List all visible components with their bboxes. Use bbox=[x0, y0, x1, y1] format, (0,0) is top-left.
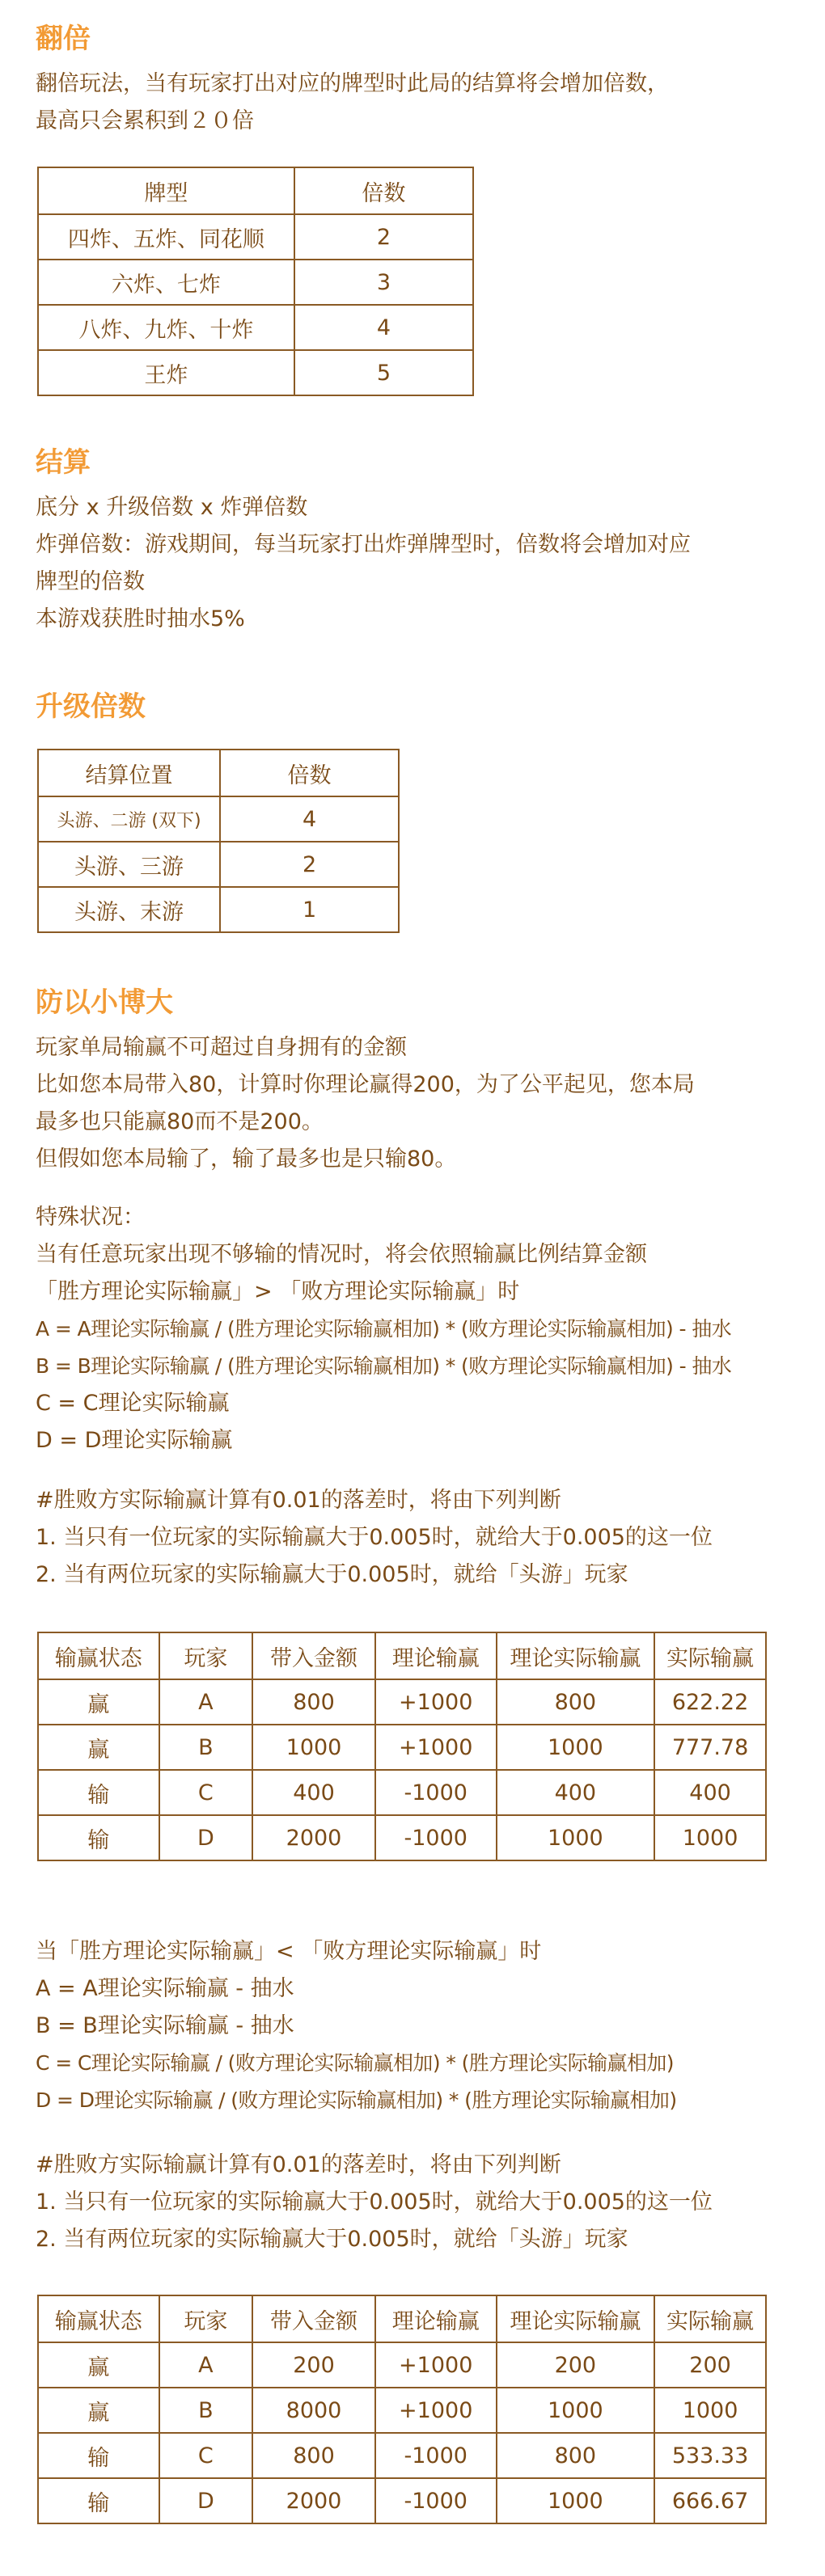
table-row bbox=[38, 214, 473, 260]
table-row bbox=[38, 2342, 766, 2388]
anti-line-1: 玩家单局输赢不可超过自身拥有的金额 bbox=[36, 1035, 407, 1060]
table-cell: 1000 bbox=[654, 2388, 766, 2433]
table-row bbox=[38, 305, 473, 350]
table-cell: 5 bbox=[294, 350, 473, 395]
table-row bbox=[38, 887, 399, 932]
table-cell: 赢 bbox=[38, 2388, 159, 2433]
table-row bbox=[38, 1679, 766, 1725]
table-header-cell: 带入金额 bbox=[252, 2295, 375, 2342]
special-line-2: 当有任意玩家出现不够输的情况时，将会依照输赢比例结算金额 bbox=[36, 1242, 647, 1267]
table-cell: B bbox=[159, 1725, 253, 1770]
table-cell: 4 bbox=[220, 796, 399, 842]
upgrade-table bbox=[37, 749, 400, 933]
table-cell: 800 bbox=[497, 1679, 655, 1725]
table-cell: 800 bbox=[497, 2433, 655, 2478]
table-cell: 头游、三游 bbox=[38, 842, 220, 887]
table-header-cell: 倍数 bbox=[220, 750, 399, 796]
table-cell: 输 bbox=[38, 1770, 159, 1815]
table-header-cell: 玩家 bbox=[159, 2295, 253, 2342]
table-cell: D bbox=[159, 2478, 253, 2523]
special-line-6: C = C理论实际输赢 bbox=[36, 1391, 230, 1416]
rules2-line-1: #胜败方实际输赢计算有0.01的落差时，将由下列判断 bbox=[36, 2152, 561, 2177]
table-cell: 1000 bbox=[497, 1725, 655, 1770]
anti-line-3: 最多也只能赢80而不是200。 bbox=[36, 1109, 324, 1134]
section-title-upgrade: 升级倍数 bbox=[36, 690, 146, 723]
table-cell: -1000 bbox=[375, 2478, 497, 2523]
rules1-line-2: 1. 当只有一位玩家的实际输赢大于0.005时，就给大于0.005的这一位 bbox=[36, 1525, 713, 1550]
table-cell: +1000 bbox=[375, 2342, 497, 2388]
anti-line-4: 但假如您本局输了，输了最多也是只输80。 bbox=[36, 1147, 457, 1172]
double-table bbox=[37, 167, 474, 396]
table-header-cell: 输赢状态 bbox=[38, 1632, 159, 1679]
table-cell: -1000 bbox=[375, 1770, 497, 1815]
case2-line-5: D = D理论实际输赢 / (败方理论实际输赢相加) * (胜方理论实际输赢相加) bbox=[36, 2088, 677, 2112]
table-cell: -1000 bbox=[375, 1815, 497, 1860]
table-cell: 1 bbox=[220, 887, 399, 932]
settlement-line-1: 底分 x 升级倍数 x 炸弹倍数 bbox=[36, 495, 308, 520]
table-header-cell: 理论输赢 bbox=[375, 1632, 497, 1679]
table-row bbox=[38, 350, 473, 395]
table-cell: 200 bbox=[654, 2342, 766, 2388]
special-line-3: 「胜方理论实际输赢」> 「败方理论实际输赢」时 bbox=[36, 1279, 520, 1304]
special-line-1: 特殊状况： bbox=[36, 1205, 145, 1230]
table-cell: 输 bbox=[38, 1815, 159, 1860]
table-cell: A bbox=[159, 1679, 253, 1725]
table-header-cell: 理论实际输赢 bbox=[497, 1632, 655, 1679]
table-cell: 1000 bbox=[497, 2478, 655, 2523]
table-header-row bbox=[38, 167, 473, 214]
table-header-cell: 玩家 bbox=[159, 1632, 253, 1679]
table-cell: A bbox=[159, 2342, 253, 2388]
double-desc-line-1: 翻倍玩法，当有玩家打出对应的牌型时此局的结算将会增加倍数， bbox=[36, 71, 669, 96]
table-cell: 赢 bbox=[38, 1725, 159, 1770]
table-cell: 2000 bbox=[252, 1815, 375, 1860]
table-header-row bbox=[38, 2295, 766, 2342]
table-row bbox=[38, 842, 399, 887]
case2-line-1: 当「胜方理论实际输赢」< 「败方理论实际输赢」时 bbox=[36, 1939, 542, 1964]
table-header-row bbox=[38, 1632, 766, 1679]
settlement-line-3: 牌型的倍数 bbox=[36, 569, 145, 594]
table-cell: 2 bbox=[294, 214, 473, 260]
table-cell: 赢 bbox=[38, 1679, 159, 1725]
special-line-7: D = D理论实际输赢 bbox=[36, 1428, 233, 1453]
table-cell: +1000 bbox=[375, 1679, 497, 1725]
table-header-cell: 实际输赢 bbox=[654, 2295, 766, 2342]
table-cell: 200 bbox=[252, 2342, 375, 2388]
table-cell: 2 bbox=[220, 842, 399, 887]
table-cell: 622.22 bbox=[654, 1679, 766, 1725]
table-cell: C bbox=[159, 2433, 253, 2478]
rules1-line-1: #胜败方实际输赢计算有0.01的落差时，将由下列判断 bbox=[36, 1488, 561, 1513]
table-cell: 666.67 bbox=[654, 2478, 766, 2523]
table-cell: 头游、二游 (双下) bbox=[38, 796, 220, 842]
table-cell: 8000 bbox=[252, 2388, 375, 2433]
table-header-cell: 理论实际输赢 bbox=[497, 2295, 655, 2342]
table-cell: 赢 bbox=[38, 2342, 159, 2388]
table-cell: 777.78 bbox=[654, 1725, 766, 1770]
anti-line-2: 比如您本局带入80，计算时你理论赢得200，为了公平起见，您本局 bbox=[36, 1072, 695, 1097]
double-desc-line-2: 最高只会累积到２０倍 bbox=[36, 108, 254, 133]
settlement-line-2: 炸弹倍数：游戏期间，每当玩家打出炸弹牌型时，倍数将会增加对应 bbox=[36, 532, 691, 557]
section-title-settlement: 结算 bbox=[36, 446, 91, 479]
table-cell: 1000 bbox=[497, 1815, 655, 1860]
table-row bbox=[38, 1725, 766, 1770]
table-cell: +1000 bbox=[375, 2388, 497, 2433]
table-cell: 1000 bbox=[654, 1815, 766, 1860]
table-cell: B bbox=[159, 2388, 253, 2433]
table-cell: 1000 bbox=[252, 1725, 375, 1770]
table-cell: 200 bbox=[497, 2342, 655, 2388]
rules2-line-2: 1. 当只有一位玩家的实际输赢大于0.005时，就给大于0.005的这一位 bbox=[36, 2190, 713, 2215]
table-cell: 六炸、七炸 bbox=[38, 260, 294, 305]
table-cell: 八炸、九炸、十炸 bbox=[38, 305, 294, 350]
table-cell: 800 bbox=[252, 2433, 375, 2478]
table-row bbox=[38, 796, 399, 842]
table-cell: -1000 bbox=[375, 2433, 497, 2478]
table-cell: 800 bbox=[252, 1679, 375, 1725]
table-header-cell: 倍数 bbox=[294, 167, 473, 214]
case1-table bbox=[37, 1632, 767, 1861]
case2-line-4: C = C理论实际输赢 / (败方理论实际输赢相加) * (胜方理论实际输赢相加) bbox=[36, 2051, 674, 2075]
rules1-line-3: 2. 当有两位玩家的实际输赢大于0.005时，就给「头游」玩家 bbox=[36, 1562, 628, 1587]
table-cell: 四炸、五炸、同花顺 bbox=[38, 214, 294, 260]
table-header-row bbox=[38, 750, 399, 796]
table-cell: 输 bbox=[38, 2433, 159, 2478]
table-row bbox=[38, 2388, 766, 2433]
table-cell: 533.33 bbox=[654, 2433, 766, 2478]
table-cell: 1000 bbox=[497, 2388, 655, 2433]
table-header-cell: 结算位置 bbox=[38, 750, 220, 796]
section-title-anti-small: 防以小博大 bbox=[36, 986, 173, 1019]
table-cell: C bbox=[159, 1770, 253, 1815]
table-header-cell: 牌型 bbox=[38, 167, 294, 214]
table-cell: D bbox=[159, 1815, 253, 1860]
table-cell: 4 bbox=[294, 305, 473, 350]
table-cell: +1000 bbox=[375, 1725, 497, 1770]
table-cell: 王炸 bbox=[38, 350, 294, 395]
table-cell: 输 bbox=[38, 2478, 159, 2523]
table-header-cell: 带入金额 bbox=[252, 1632, 375, 1679]
case2-line-2: A = A理论实际输赢 - 抽水 bbox=[36, 1976, 294, 2001]
settlement-line-4: 本游戏获胜时抽水5% bbox=[36, 606, 245, 631]
section-title-double: 翻倍 bbox=[36, 23, 91, 55]
table-header-cell: 理论输赢 bbox=[375, 2295, 497, 2342]
table-header-cell: 实际输赢 bbox=[654, 1632, 766, 1679]
table-cell: 400 bbox=[654, 1770, 766, 1815]
table-row bbox=[38, 2478, 766, 2523]
table-row bbox=[38, 1815, 766, 1860]
case2-line-3: B = B理论实际输赢 - 抽水 bbox=[36, 2013, 294, 2038]
table-cell: 400 bbox=[252, 1770, 375, 1815]
table-row bbox=[38, 2433, 766, 2478]
special-line-5: B = B理论实际输赢 / (胜方理论实际输赢相加) * (败方理论实际输赢相加) - 抽水 bbox=[36, 1354, 732, 1378]
table-cell: 400 bbox=[497, 1770, 655, 1815]
table-cell: 3 bbox=[294, 260, 473, 305]
case2-table bbox=[37, 2295, 767, 2524]
table-cell: 2000 bbox=[252, 2478, 375, 2523]
table-cell: 头游、末游 bbox=[38, 887, 220, 932]
table-row bbox=[38, 260, 473, 305]
special-line-4: A = A理论实际输赢 / (胜方理论实际输赢相加) * (败方理论实际输赢相加) - 抽水 bbox=[36, 1317, 732, 1341]
table-header-cell: 输赢状态 bbox=[38, 2295, 159, 2342]
table-row bbox=[38, 1770, 766, 1815]
rules2-line-3: 2. 当有两位玩家的实际输赢大于0.005时，就给「头游」玩家 bbox=[36, 2227, 628, 2252]
